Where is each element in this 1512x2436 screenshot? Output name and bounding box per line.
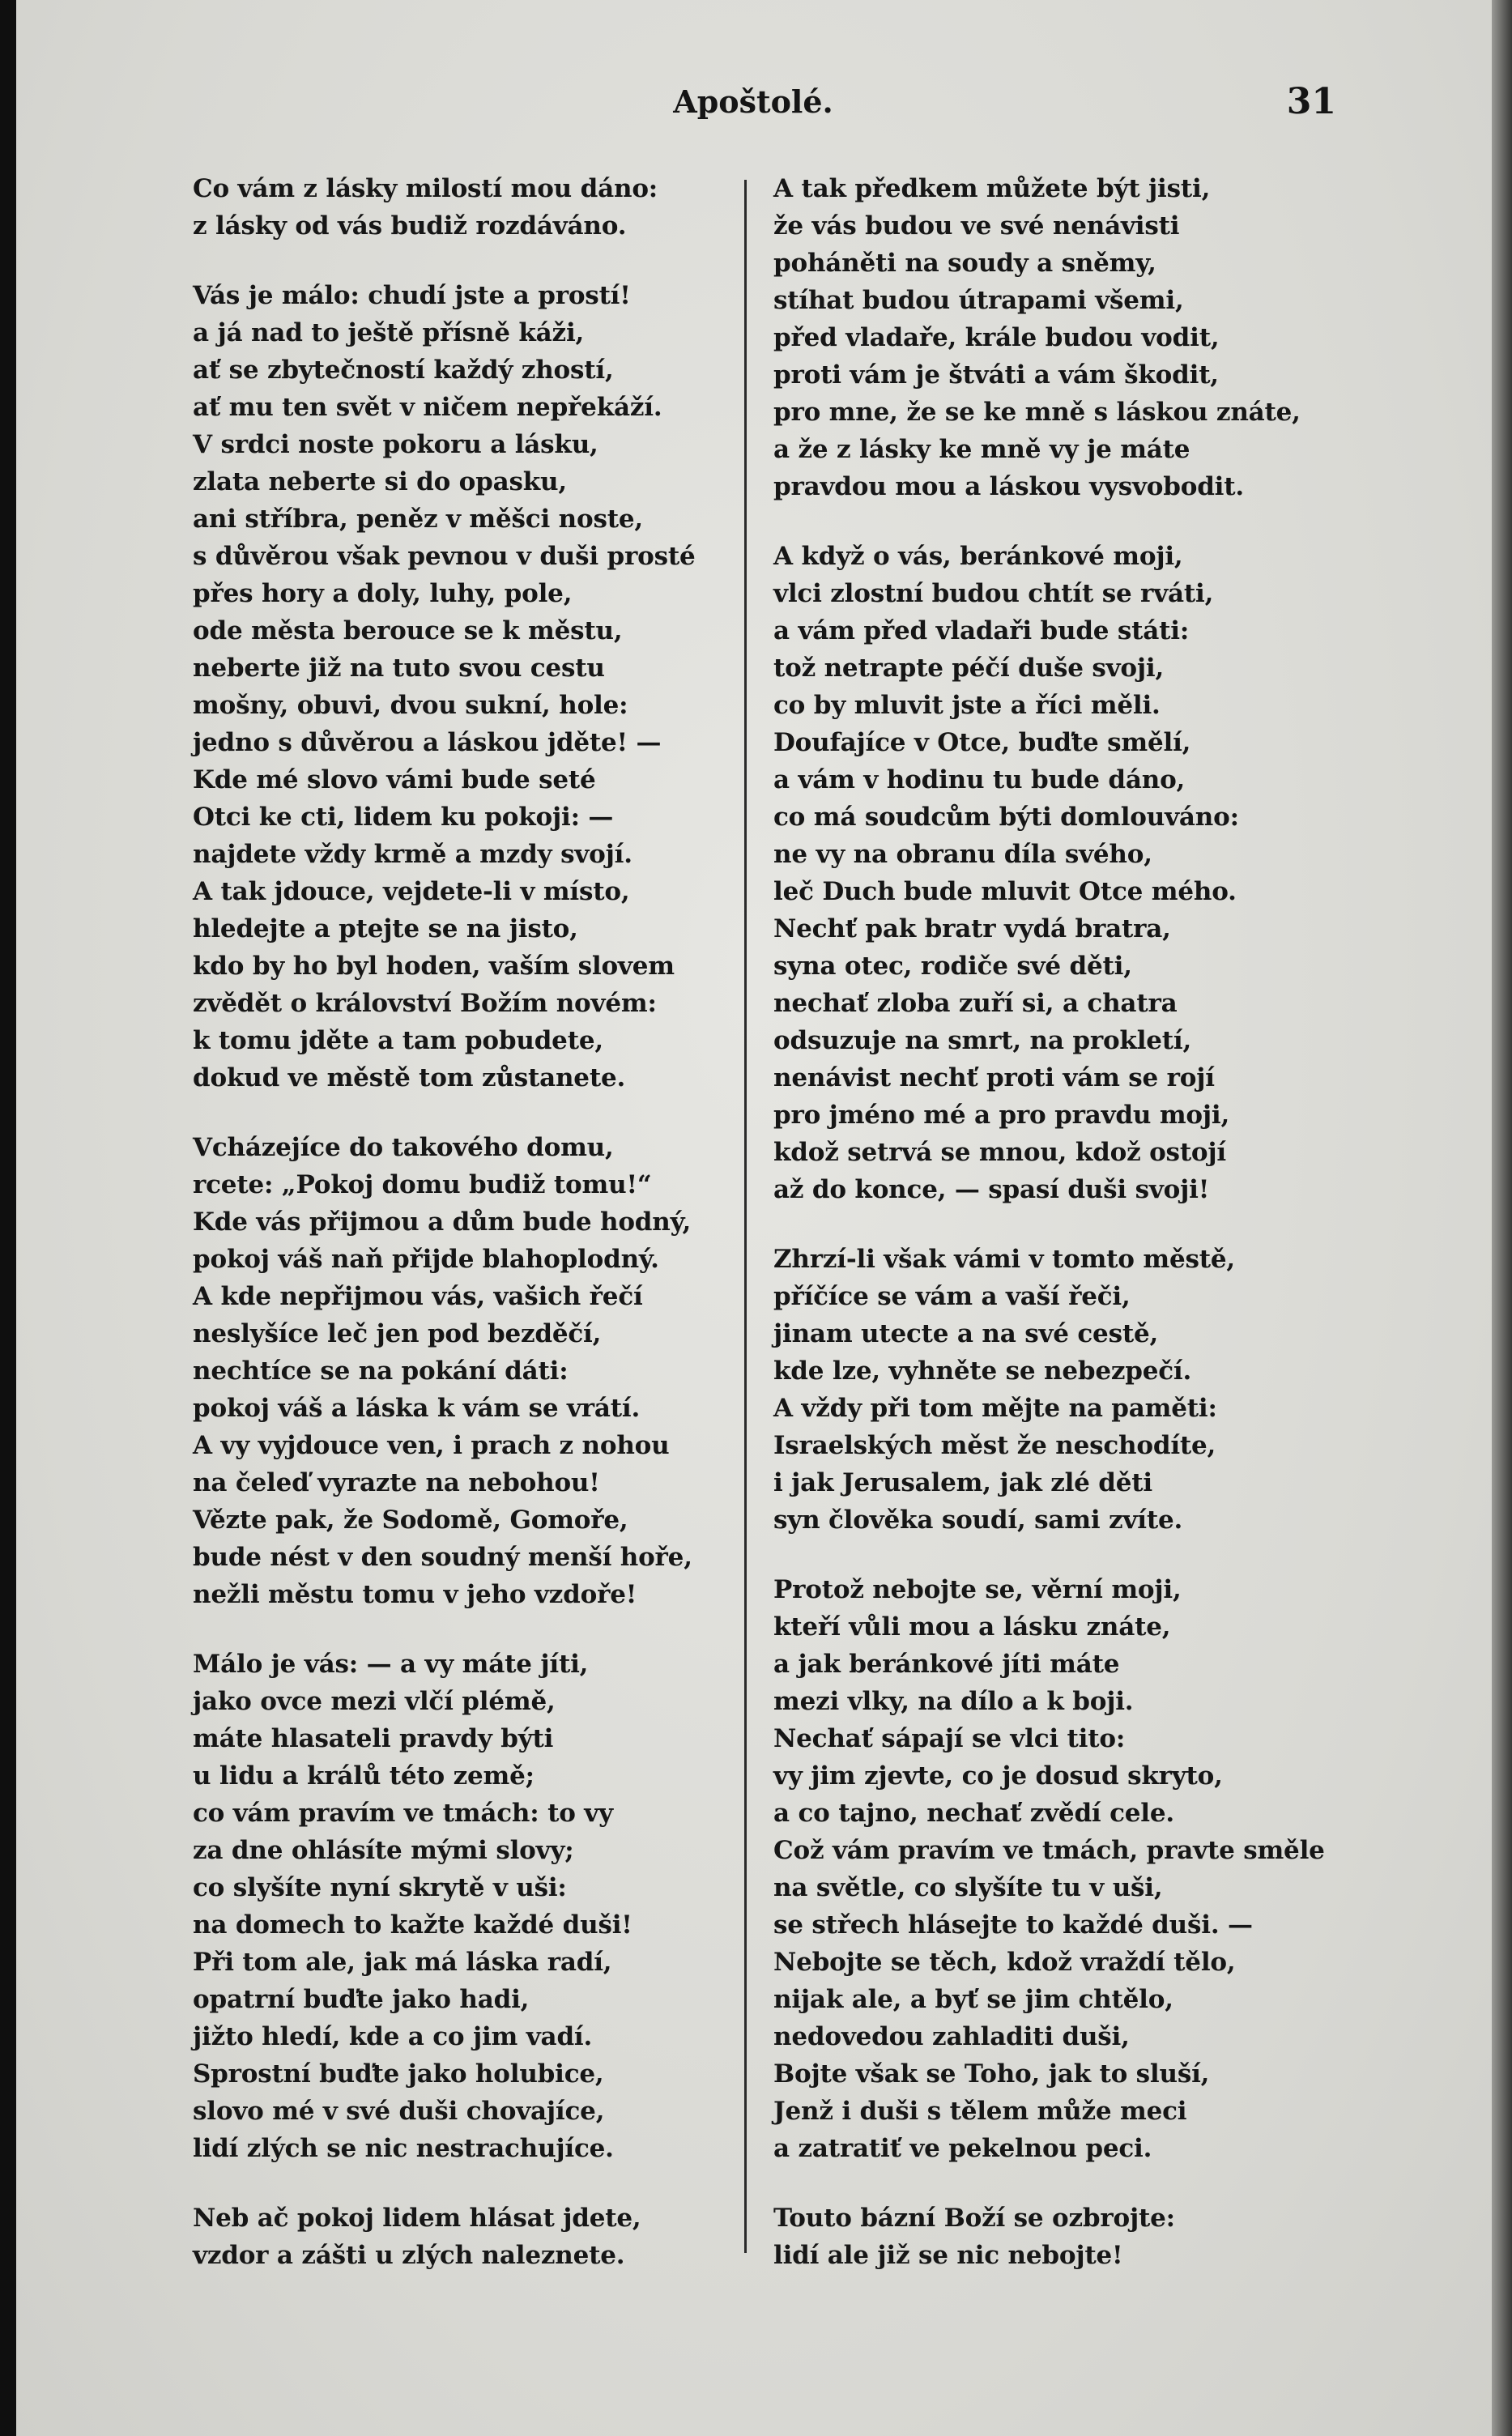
verse-line: přes hory a doly, luhy, pole,	[193, 579, 573, 608]
verse-line: leč Duch bude mluvit Otce mého.	[773, 877, 1237, 906]
verse-line: kde lze, vyhněte se nebezpečí.	[773, 1356, 1192, 1386]
verse-line: proti vám je štváti a vám škodit,	[773, 360, 1219, 390]
verse-line: s důvěrou však pevnou v duši prosté	[193, 542, 696, 571]
page-number: 31	[1286, 81, 1336, 122]
verse-line: zvědět o království Božím novém:	[193, 989, 657, 1018]
verse-line: Jenž i duši s tělem může meci	[773, 2097, 1187, 2126]
verse-line: ať mu ten svět v ničem nepřekáží.	[193, 393, 662, 422]
verse-line: odsuzuje na smrt, na prokletí,	[773, 1026, 1192, 1055]
verse-line: příčíce se vám a vaší řeči,	[773, 1282, 1131, 1311]
verse-line: mošny, obuvi, dvou sukní, hole:	[193, 691, 628, 720]
verse-line: a co tajno, nechať zvědí cele.	[773, 1799, 1174, 1828]
verse-line: Nebojte se těch, kdož vraždí tělo,	[773, 1948, 1236, 1977]
verse-line: ne vy na obranu díla svého,	[773, 840, 1152, 869]
verse-line: jako ovce mezi vlčí plémě,	[193, 1687, 556, 1716]
verse-line: Doufajíce v Otce, buďte smělí,	[773, 728, 1191, 757]
verse-line: pokoj váš naň přijde blahoplodný.	[193, 1245, 659, 1274]
verse-line: nedovedou zahladiti duši,	[773, 2022, 1130, 2051]
verse-line: A vy vyjdouce ven, i prach z nohou	[193, 1431, 670, 1460]
verse-line: neberte již na tuto svou cestu	[193, 654, 605, 683]
verse-line: za dne ohlásíte mými slovy;	[193, 1836, 574, 1865]
verse-line: pro mne, že se ke mně s láskou znáte,	[773, 398, 1301, 427]
verse-line: že vás budou ve své nenávisti	[773, 211, 1180, 241]
stanza	[193, 1129, 727, 1613]
verse-line: a že z lásky ke mně vy je máte	[773, 435, 1190, 464]
verse-line: tož netrapte péčí duše svoji,	[773, 654, 1165, 683]
book-page	[16, 0, 1492, 2436]
scan-right-edge	[1492, 0, 1512, 2436]
verse-line: z lásky od vás budiž rozdáváno.	[193, 211, 627, 241]
stanza	[193, 1646, 727, 2167]
stanza	[773, 1241, 1332, 1539]
verse-line: ani stříbra, peněz v měšci noste,	[193, 505, 643, 534]
stanza	[193, 170, 727, 245]
verse-line: Bojte však se Toho, jak to sluší,	[773, 2059, 1210, 2089]
verse-line: nežli městu tomu v jeho vzdoře!	[193, 1580, 637, 1609]
verse-line: A když o vás, beránkové moji,	[773, 542, 1183, 571]
verse-line: Vás je málo: chudí jste a prostí!	[193, 281, 631, 310]
column-divider	[744, 180, 747, 2253]
right-column	[773, 170, 1332, 2306]
verse-line: stíhat budou útrapami všemi,	[773, 286, 1184, 315]
running-header-title: Apoštolé.	[673, 83, 833, 120]
verse-line: co vám pravím ve tmách: to vy	[193, 1799, 613, 1828]
verse-line: V srdci noste pokoru a lásku,	[193, 430, 598, 459]
verse-line: na světle, co slyšíte tu v uši,	[773, 1873, 1163, 1902]
verse-line: ode města berouce se k městu,	[193, 616, 623, 645]
verse-line: Neb ač pokoj lidem hlásat jdete,	[193, 2204, 641, 2233]
verse-line: syna otec, rodiče své děti,	[773, 952, 1132, 981]
verse-line: najdete vždy krmě a mzdy svojí.	[193, 840, 632, 869]
verse-line: nijak ale, a byť se jim chtělo,	[773, 1985, 1173, 2014]
verse-line: a já nad to ještě přísně káži,	[193, 318, 585, 347]
verse-line: kdož setrvá se mnou, kdož ostojí	[773, 1138, 1227, 1167]
verse-line: neslyšíce leč jen pod bezděčí,	[193, 1319, 602, 1348]
verse-line: co slyšíte nyní skrytě v uši:	[193, 1873, 567, 1902]
verse-line: máte hlasateli pravdy býti	[193, 1724, 554, 1753]
verse-line: Kde mé slovo vámi bude seté	[193, 765, 596, 794]
verse-line: na domech to kažte každé duši!	[193, 1910, 632, 1940]
verse-line: a zatratiť ve pekelnou peci.	[773, 2134, 1152, 2163]
verse-line: a jak beránkové jíti máte	[773, 1650, 1120, 1679]
verse-line: se střech hlásejte to každé duši. —	[773, 1910, 1253, 1940]
verse-line: kdo by ho byl hoden, vaším slovem	[193, 952, 675, 981]
scan-left-edge	[0, 0, 16, 2436]
verse-line: co by mluvit jste a říci měli.	[773, 691, 1161, 720]
verse-line: vzdor a zášti u zlých naleznete.	[193, 2241, 625, 2270]
stanza	[773, 538, 1332, 1208]
verse-line: A tak předkem můžete být jisti,	[773, 174, 1211, 203]
verse-line: vlci zlostní budou chtít se rváti,	[773, 579, 1214, 608]
verse-line: Vcházejíce do takového domu,	[193, 1133, 614, 1162]
verse-line: a vám v hodinu tu bude dáno,	[773, 765, 1186, 794]
verse-line: Nechť pak bratr vydá bratra,	[773, 914, 1171, 943]
verse-line: dokud ve městě tom zůstanete.	[193, 1063, 626, 1092]
verse-line: ať se zbytečností každý zhostí,	[193, 356, 614, 385]
verse-line: před vladaře, krále budou vodit,	[773, 323, 1220, 352]
verse-line: nechtíce se na pokání dáti:	[193, 1356, 569, 1386]
verse-line: Otci ke cti, lidem ku pokoji: —	[193, 803, 614, 832]
verse-line: jižto hledí, kde a co jim vadí.	[193, 2022, 593, 2051]
verse-line: hledejte a ptejte se na jisto,	[193, 914, 578, 943]
stanza	[773, 1571, 1332, 2167]
verse-line: mezi vlky, na dílo a k boji.	[773, 1687, 1134, 1716]
verse-line: co má soudcům býti domlouváno:	[773, 803, 1239, 832]
verse-line: až do konce, — spasí duši svoji!	[773, 1175, 1210, 1204]
verse-line: Málo je vás: — a vy máte jíti,	[193, 1650, 589, 1679]
verse-line: Touto bázní Boží se ozbrojte:	[773, 2204, 1175, 2233]
verse-line: vy jim zjevte, co je dosud skryto,	[773, 1761, 1223, 1791]
verse-line: Israelských měst že neschodíte,	[773, 1431, 1216, 1460]
verse-line: Což vám pravím ve tmách, pravte směle	[773, 1836, 1325, 1865]
verse-line: rcete: „Pokoj domu budiž tomu!“	[193, 1170, 652, 1199]
verse-line: Nechať sápají se vlci tito:	[773, 1724, 1126, 1753]
verse-line: Zhrzí-li však vámi v tomto městě,	[773, 1245, 1235, 1274]
verse-line: lidí zlých se nic nestrachujíce.	[193, 2134, 614, 2163]
verse-line: k tomu jděte a tam pobudete,	[193, 1026, 603, 1055]
verse-line: jedno s důvěrou a láskou jděte! —	[193, 728, 662, 757]
stanza	[193, 2200, 727, 2274]
verse-line: kteří vůli mou a lásku znáte,	[773, 1612, 1171, 1642]
verse-line: slovo mé v své duši chovajíce,	[193, 2097, 605, 2126]
verse-line: jinam utecte a na své cestě,	[773, 1319, 1159, 1348]
verse-line: Co vám z lásky milostí mou dáno:	[193, 174, 658, 203]
verse-line: pro jméno mé a pro pravdu moji,	[773, 1101, 1230, 1130]
verse-line: a vám před vladaři bude státi:	[773, 616, 1190, 645]
verse-line: bude nést v den soudný menší hoře,	[193, 1543, 692, 1572]
verse-line: lidí ale již se nic nebojte!	[773, 2241, 1123, 2270]
verse-line: zlata neberte si do opasku,	[193, 467, 567, 496]
verse-line: Při tom ale, jak má láska radí,	[193, 1948, 612, 1977]
verse-line: A vždy při tom mějte na paměti:	[773, 1394, 1217, 1423]
verse-line: poháněti na soudy a sněmy,	[773, 249, 1156, 278]
verse-line: Vězte pak, že Sodomě, Gomoře,	[193, 1505, 628, 1535]
verse-line: na čeleď vyrazte na nebohou!	[193, 1468, 600, 1497]
verse-line: nenávist nechť proti vám se rojí	[773, 1063, 1215, 1092]
verse-line: nechať zloba zuří si, a chatra	[773, 989, 1178, 1018]
verse-line: syn člověka soudí, sami zvíte.	[773, 1505, 1183, 1535]
left-column	[193, 170, 727, 2306]
verse-line: pokoj váš a láska k vám se vrátí.	[193, 1394, 641, 1423]
verse-line: A tak jdouce, vejdete-li v místo,	[193, 877, 630, 906]
verse-line: pravdou mou a láskou vysvobodit.	[773, 472, 1244, 501]
verse-line: Protož nebojte se, věrní moji,	[773, 1575, 1182, 1604]
verse-line: A kde nepřijmou vás, vašich řečí	[193, 1282, 643, 1311]
verse-line: i jak Jerusalem, jak zlé děti	[773, 1468, 1152, 1497]
stanza	[193, 277, 727, 1097]
verse-line: u lidu a králů této země;	[193, 1761, 535, 1791]
verse-line: Sprostní buďte jako holubice,	[193, 2059, 604, 2089]
verse-line: opatrní buďte jako hadi,	[193, 1985, 530, 2014]
stanza	[773, 170, 1332, 505]
verse-line: Kde vás přijmou a dům bude hodný,	[193, 1207, 692, 1237]
stanza	[773, 2200, 1332, 2274]
